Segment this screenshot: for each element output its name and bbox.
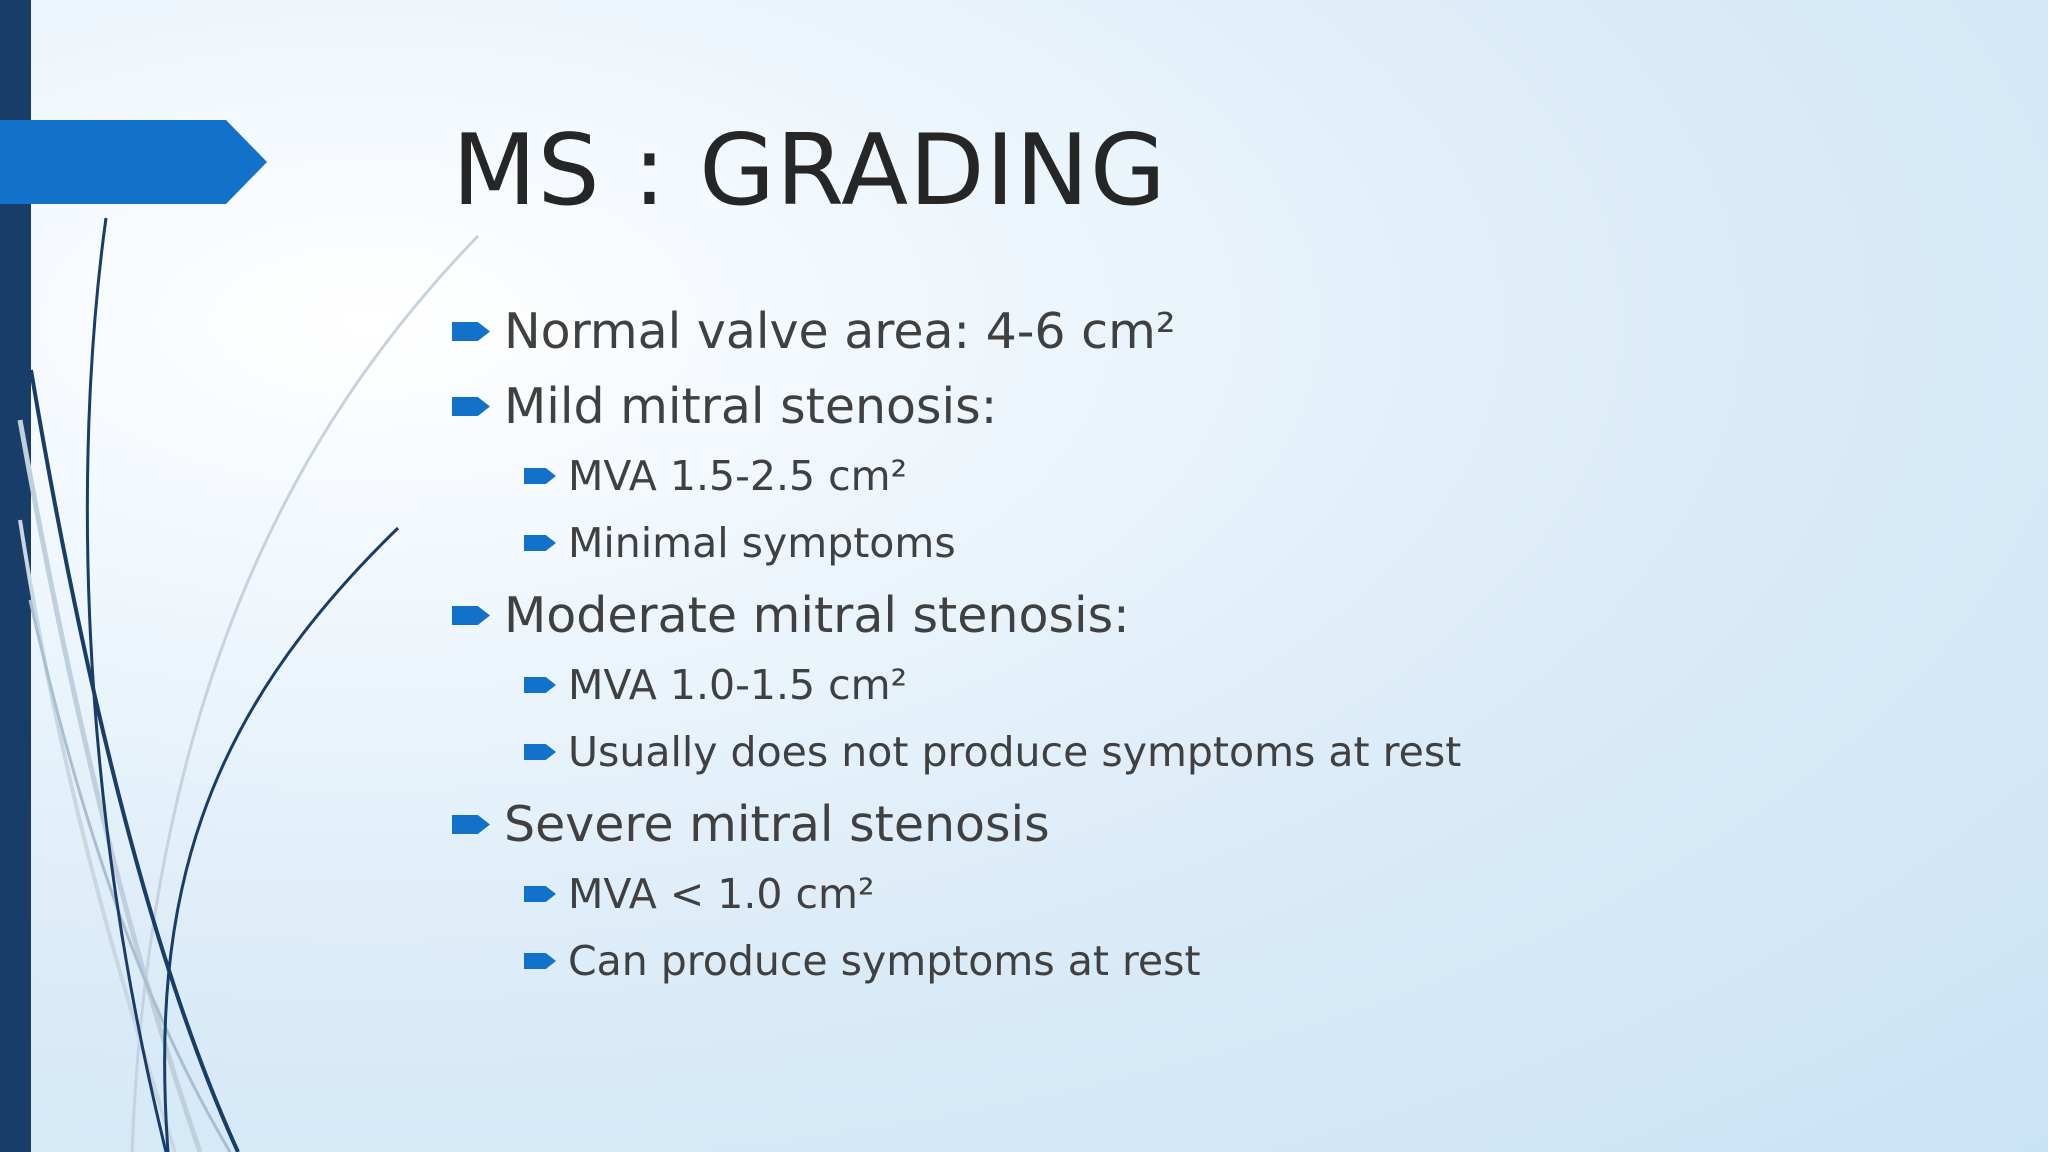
arrow-bullet-icon <box>524 744 556 760</box>
sub-bullet-severe-mva <box>524 865 1461 923</box>
bullet-text: Mild mitral stenosis: <box>504 378 998 435</box>
bullet-item-severe <box>452 793 1461 856</box>
arrow-bullet-icon <box>524 468 556 484</box>
sub-bullet-mild-mva <box>524 447 1461 505</box>
bullet-item-normal-valve-area <box>452 300 1461 363</box>
pentagon-tab-icon <box>0 120 267 204</box>
sub-bullet-text: MVA 1.0-1.5 cm² <box>568 661 908 709</box>
arrow-bullet-icon <box>452 606 490 625</box>
slide-title: MS : GRADING <box>452 114 1167 228</box>
sub-bullet-text: Can produce symptoms at rest <box>568 937 1201 985</box>
arrow-bullet-icon <box>524 535 556 551</box>
arrow-bullet-icon <box>452 322 490 341</box>
sub-bullet-text: Minimal symptoms <box>568 519 956 567</box>
arrow-bullet-icon <box>524 677 556 693</box>
bullet-text: Moderate mitral stenosis: <box>504 587 1130 644</box>
bullet-list <box>452 300 1461 990</box>
arrow-bullet-icon <box>452 397 490 416</box>
sub-bullet-text: MVA 1.5-2.5 cm² <box>568 452 908 500</box>
sub-bullet-text: MVA < 1.0 cm² <box>568 870 875 918</box>
sub-bullet-moderate-symptoms <box>524 723 1461 781</box>
arrow-bullet-icon <box>524 886 556 902</box>
sub-bullet-moderate-mva <box>524 656 1461 714</box>
bullet-item-mild <box>452 375 1461 438</box>
bullet-item-moderate <box>452 584 1461 647</box>
bullet-text: Normal valve area: 4-6 cm² <box>504 303 1176 360</box>
arrow-bullet-icon <box>452 815 490 834</box>
sub-bullet-severe-symptoms <box>524 932 1461 990</box>
arrow-bullet-icon <box>524 953 556 969</box>
sub-bullet-mild-symptoms <box>524 514 1461 572</box>
bullet-text: Severe mitral stenosis <box>504 796 1050 853</box>
sub-bullet-text: Usually does not produce symptoms at rest <box>568 728 1462 776</box>
